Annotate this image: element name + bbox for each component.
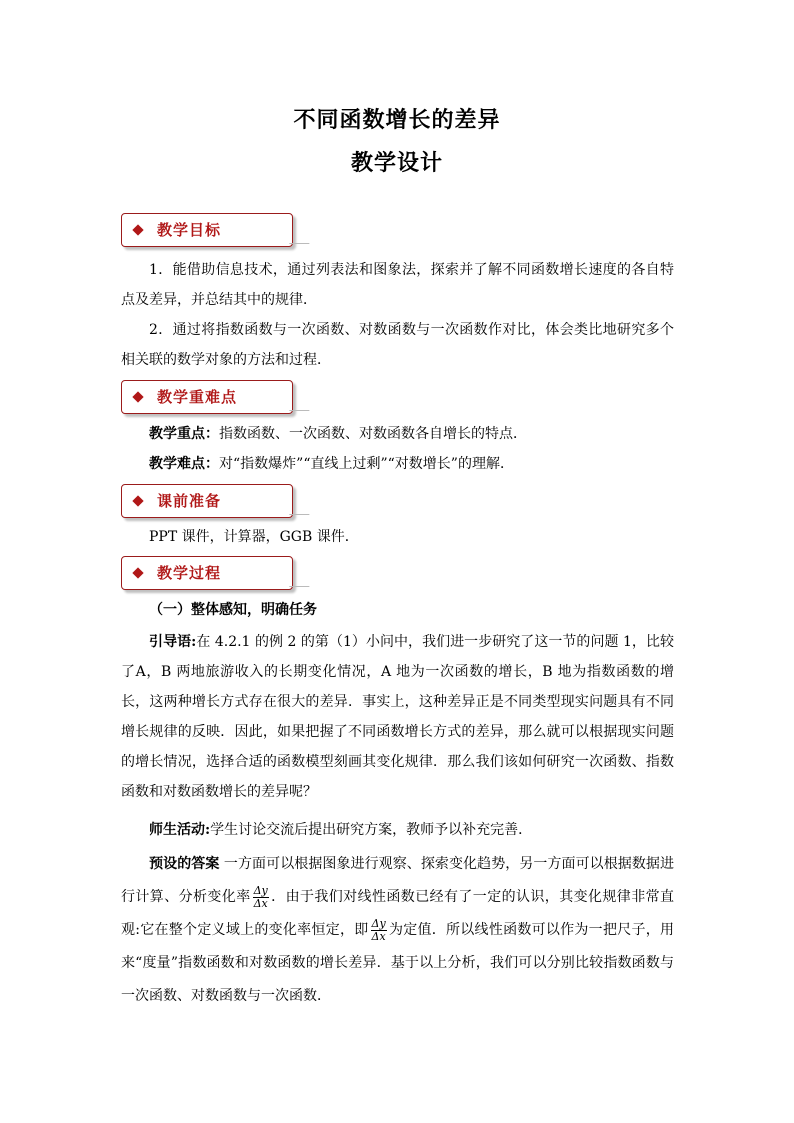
guide-label: 引导语:	[149, 634, 197, 650]
key-focus-line	[121, 419, 674, 449]
diamond-bullet-icon	[132, 495, 143, 506]
diamond-bullet-icon	[132, 391, 143, 402]
guide-paragraph	[121, 627, 674, 807]
diamond-bullet-icon	[132, 567, 143, 578]
focus-text: 指数函数、一次函数、对数函数各自增长的特点．	[219, 426, 527, 442]
process-step-heading: （一）整体感知，明确任务	[149, 602, 317, 618]
section-header-goals	[121, 213, 293, 247]
answer-label: 预设的答案	[149, 856, 220, 872]
guide-text: 在 4.2.1 的例 2 的第（1）小问中，我们进一步研究了这一节的问题 1，比较了A，B 两地旅游收入的长期变化情况，A 地为一次函数的增长，B 地为指数函数的增长，这两种增长方式存在很大的差异．事实上，这种差异正是不同类型现实问题具有不同增长规律的反映．因此，如果把握了不同函数增长方式的差异，那么就可以根据现实问题的增长情况，选择合适的函数模型刻画其变化规律．那么我们该如何研究一次函数、指数函数和对数函数增长的差异呢？	[121, 634, 674, 800]
goal-item-2: 2．通过将指数函数与一次函数、对数函数与一次函数作对比，体会类比地研究多个相关联的数学对象的方法和过程．	[121, 322, 674, 368]
focus-label: 教学重点：	[149, 426, 219, 442]
section-header-prep	[121, 484, 293, 518]
document-title: 不同函数增长的差异	[293, 107, 501, 133]
section-label: 教学过程	[157, 564, 222, 582]
activity-paragraph	[121, 815, 674, 845]
section-label: 教学重难点	[157, 388, 238, 406]
key-difficulty-line	[121, 449, 674, 479]
section-label: 教学目标	[157, 221, 222, 239]
header-tail-decoration	[282, 410, 310, 419]
difficulty-text: 对“指数爆炸”“直线上过剩”“对数增长”的理解．	[219, 456, 514, 472]
section-header-keypoints	[121, 380, 293, 414]
document-subtitle: 教学设计	[350, 150, 443, 176]
diamond-bullet-icon	[132, 224, 143, 235]
activity-text: 学生讨论交流后提出研究方案，教师予以补充完善．	[210, 822, 533, 838]
activity-label: 师生活动:	[149, 822, 211, 838]
header-tail-decoration	[282, 243, 310, 252]
section-header-process	[121, 556, 293, 590]
header-tail-decoration	[282, 586, 310, 595]
answer-paragraph: 预设的答案 一方面可以根据图象进行观察、探索变化趋势，另一方面可以根据数据进行计算、分析变化率 $\frac{\Delta y}{\Delta x}$ ．由于我们对线性函数已经有了一定的认识，其变化规律非常直观:它在整个定义域上的变化率恒定，即 $\frac{\Delta y}{\Delta x}$ 为定值．所以线性函数可以作为一把尺子，用来“度量”指数函数和对数函数的增长差异．基于以上分析，我们可以分别比较指数函数与一次函数、对数函数与一次函数．	[121, 856, 675, 1004]
rate-fraction: $\frac{\Delta y}{\Delta x}$	[371, 916, 386, 943]
section-label: 课前准备	[157, 492, 222, 510]
difficulty-label: 教学难点：	[149, 456, 219, 472]
goal-item-1: 1．能借助信息技术，通过列表法和图象法，探索并了解不同函数增长速度的各自特点及差异，并总结其中的规律．	[121, 262, 674, 308]
prep-text: PPT 课件，计算器，GGB 课件．	[149, 529, 359, 545]
rate-fraction: $\frac{\Delta y}{\Delta x}$	[253, 883, 268, 910]
